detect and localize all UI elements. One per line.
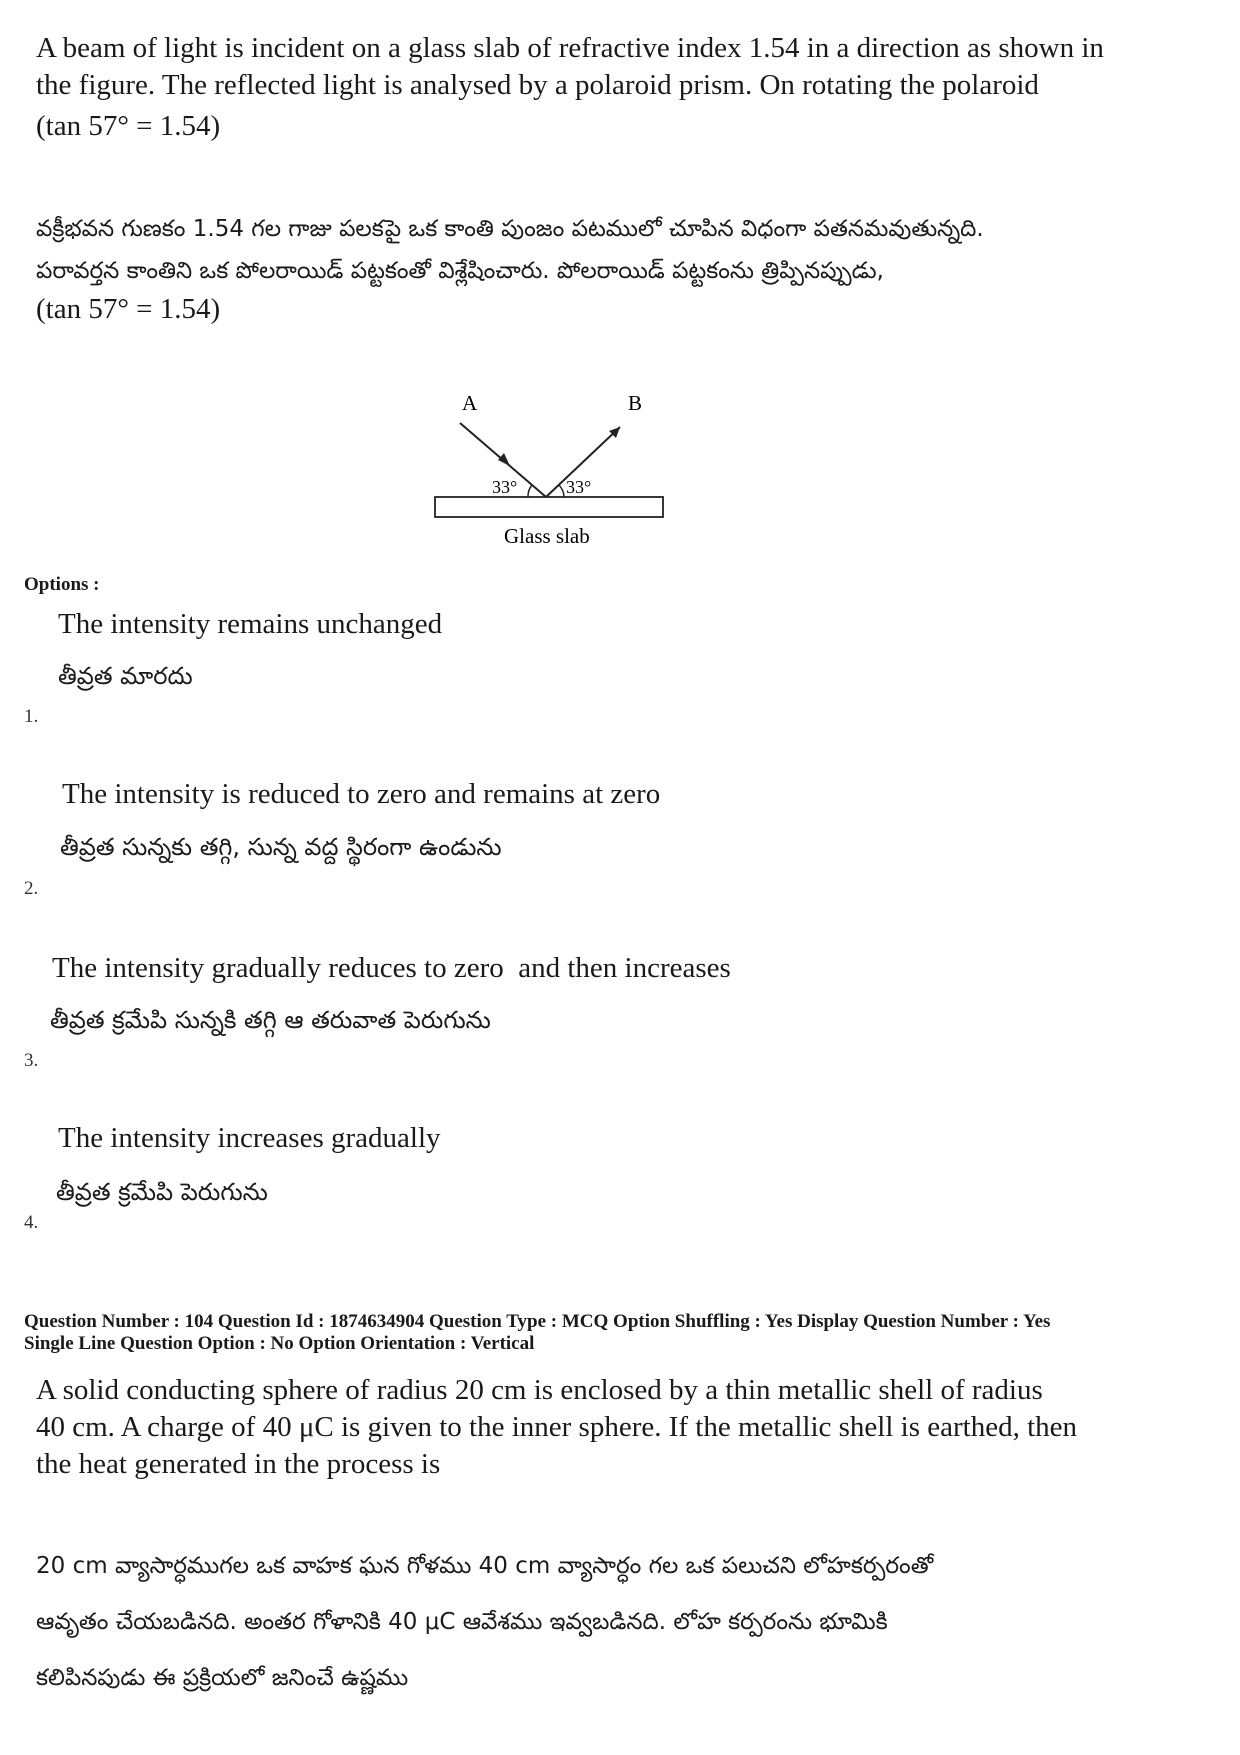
question-text-line: (tan 57° = 1.54) (36, 110, 221, 142)
glass-slab (435, 497, 663, 517)
option-3-telugu[interactable]: తీవ్రత క్రమేపి సున్నకి తగ్గి ఆ తరువాత పెరుగును (50, 1006, 491, 1034)
option-3-number: 3. (24, 1050, 39, 1071)
option-4-telugu[interactable]: తీవ్రత క్రమేపి పెరుగును (56, 1178, 268, 1206)
option-2-english[interactable]: The intensity is reduced to zero and remains at zero (62, 778, 661, 810)
question-text-line: the heat generated in the process is (36, 1448, 441, 1480)
angle-arc-left (528, 485, 532, 497)
option-2-number: 2. (24, 878, 39, 899)
option-4-english[interactable]: The intensity increases gradually (58, 1122, 441, 1154)
question-text-line: (tan 57° = 1.54) (36, 293, 221, 325)
question-104-meta (24, 1311, 1224, 1355)
question-meta-line-1: Question Number : 104 Question Id : 1874634904 Question Type : MCQ Option Shuffling : Yes Display Question Number : Yes (24, 1311, 1051, 1332)
option-1-number: 1. (24, 706, 39, 727)
options-label: Options : (24, 574, 100, 595)
reflection-figure (420, 385, 680, 555)
question-103-english (36, 30, 1216, 145)
angle-label-right: 33° (566, 477, 592, 497)
question-text-line: A beam of light is incident on a glass slab of refractive index 1.54 in a direction as shown in (36, 32, 1104, 64)
angle-arc-right (559, 485, 564, 497)
option-1-telugu[interactable]: తీవ్రత మారదు (58, 662, 193, 690)
option-3-english[interactable]: The intensity gradually reduces to zero and then increases (52, 952, 731, 984)
question-103-telugu (36, 206, 1216, 332)
question-text-line: the figure. The reflected light is analysed by a polaroid prism. On rotating the polaroid (36, 69, 1039, 101)
question-text-line-telugu: వక్రీభవన గుణకం 1.54 గల గాజు పలకపై ఒక కాంతి పుంజం పటములో చూపిన విధంగా పతనమవుతున్నది. (36, 216, 984, 242)
question-text-line-telugu: కలిపినపుడు ఈ ప్రక్రియలో జనించే ఉష్ణము (36, 1665, 409, 1691)
question-meta-line-2: Single Line Question Option : No Option Orientation : Vertical (24, 1333, 535, 1354)
figure-caption: Glass slab (504, 524, 590, 548)
question-text-line-telugu: ఆవృతం చేయబడినది. అంతర గోళానికి 40 μC ఆవేశము ఇవ్వబడినది. లోహ కర్పరంను భూమికి (36, 1609, 888, 1635)
option-4-number: 4. (24, 1212, 39, 1233)
question-104-telugu (36, 1538, 1216, 1706)
option-1-english[interactable]: The intensity remains unchanged (58, 608, 443, 640)
question-104-english (36, 1372, 1216, 1483)
question-text-line-telugu: పరావర్తన కాంతిని ఒక పోలరాయిడ్ పట్టకంతో విశ్లేషించారు. పోలరాయిడ్ పట్టకంను త్రిప్పినప్పుడు, (36, 258, 884, 284)
question-text-line: A solid conducting sphere of radius 20 cm is enclosed by a thin metallic shell of radius (36, 1374, 1043, 1406)
incident-arrow-head (498, 453, 510, 466)
question-text-line: 40 cm. A charge of 40 μC is given to the inner sphere. If the metallic shell is earthed, then (36, 1411, 1078, 1443)
figure-label-a: A (462, 391, 478, 415)
question-text-line-telugu: 20 cm వ్యాసార్ధముగల ఒక వాహక ఘన గోళము 40 cm వ్యాసార్ధం గల ఒక పలుచని లోహకర్పరంతో (36, 1553, 934, 1579)
angle-label-left: 33° (492, 477, 518, 497)
figure-label-b: B (628, 391, 643, 415)
option-2-telugu[interactable]: తీవ్రత సున్నకు తగ్గి, సున్న వద్ద స్థిరంగా ఉండును (60, 833, 502, 861)
